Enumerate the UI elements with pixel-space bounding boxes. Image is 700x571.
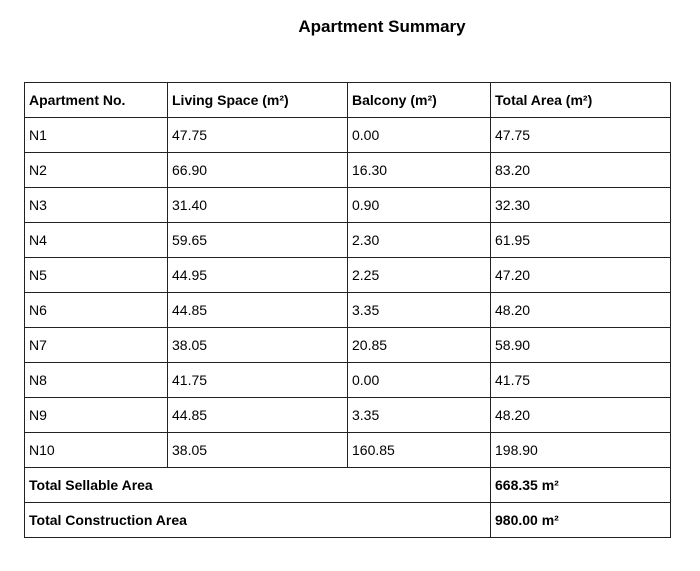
cell-balcony: 2.25	[348, 258, 491, 293]
cell-living-space: 38.05	[168, 433, 348, 468]
total-construction-area-row	[25, 503, 671, 538]
cell-total-area: 83.20	[491, 153, 671, 188]
cell-living-space: 31.40	[168, 188, 348, 223]
header-apartment-no: Apartment No.	[25, 83, 168, 118]
total-construction-area-value: 980.00 m²	[491, 503, 671, 538]
cell-living-space: 59.65	[168, 223, 348, 258]
table-row	[25, 118, 671, 153]
cell-total-area: 47.20	[491, 258, 671, 293]
table-row	[25, 363, 671, 398]
cell-balcony: 0.00	[348, 118, 491, 153]
cell-total-area: 41.75	[491, 363, 671, 398]
cell-balcony: 0.00	[348, 363, 491, 398]
cell-living-space: 66.90	[168, 153, 348, 188]
apartment-summary-table	[24, 82, 671, 538]
header-balcony: Balcony (m²)	[348, 83, 491, 118]
cell-apartment-no: N3	[25, 188, 168, 223]
table-row	[25, 223, 671, 258]
table-row	[25, 188, 671, 223]
header-living-space: Living Space (m²)	[168, 83, 348, 118]
cell-total-area: 47.75	[491, 118, 671, 153]
cell-total-area: 48.20	[491, 293, 671, 328]
cell-balcony: 20.85	[348, 328, 491, 363]
cell-living-space: 47.75	[168, 118, 348, 153]
cell-apartment-no: N1	[25, 118, 168, 153]
cell-balcony: 2.30	[348, 223, 491, 258]
cell-balcony: 0.90	[348, 188, 491, 223]
total-sellable-area-label: Total Sellable Area	[25, 468, 491, 503]
page-title: Apartment Summary	[298, 17, 466, 36]
table-row	[25, 398, 671, 433]
table-row	[25, 258, 671, 293]
table-header-row	[25, 83, 671, 118]
cell-living-space: 38.05	[168, 328, 348, 363]
cell-living-space: 41.75	[168, 363, 348, 398]
cell-living-space: 44.95	[168, 258, 348, 293]
total-construction-area-label: Total Construction Area	[25, 503, 491, 538]
cell-balcony: 160.85	[348, 433, 491, 468]
cell-apartment-no: N4	[25, 223, 168, 258]
cell-apartment-no: N9	[25, 398, 168, 433]
total-sellable-area-value: 668.35 m²	[491, 468, 671, 503]
cell-balcony: 3.35	[348, 293, 491, 328]
total-sellable-area-row	[25, 468, 671, 503]
header-total-area: Total Area (m²)	[491, 83, 671, 118]
cell-apartment-no: N8	[25, 363, 168, 398]
cell-living-space: 44.85	[168, 398, 348, 433]
cell-apartment-no: N2	[25, 153, 168, 188]
cell-total-area: 32.30	[491, 188, 671, 223]
cell-balcony: 16.30	[348, 153, 491, 188]
cell-apartment-no: N5	[25, 258, 168, 293]
cell-living-space: 44.85	[168, 293, 348, 328]
cell-apartment-no: N10	[25, 433, 168, 468]
cell-balcony: 3.35	[348, 398, 491, 433]
cell-total-area: 58.90	[491, 328, 671, 363]
cell-total-area: 198.90	[491, 433, 671, 468]
cell-apartment-no: N6	[25, 293, 168, 328]
table-row	[25, 433, 671, 468]
cell-total-area: 48.20	[491, 398, 671, 433]
table-row	[25, 328, 671, 363]
cell-total-area: 61.95	[491, 223, 671, 258]
cell-apartment-no: N7	[25, 328, 168, 363]
table-row	[25, 293, 671, 328]
table-row	[25, 153, 671, 188]
